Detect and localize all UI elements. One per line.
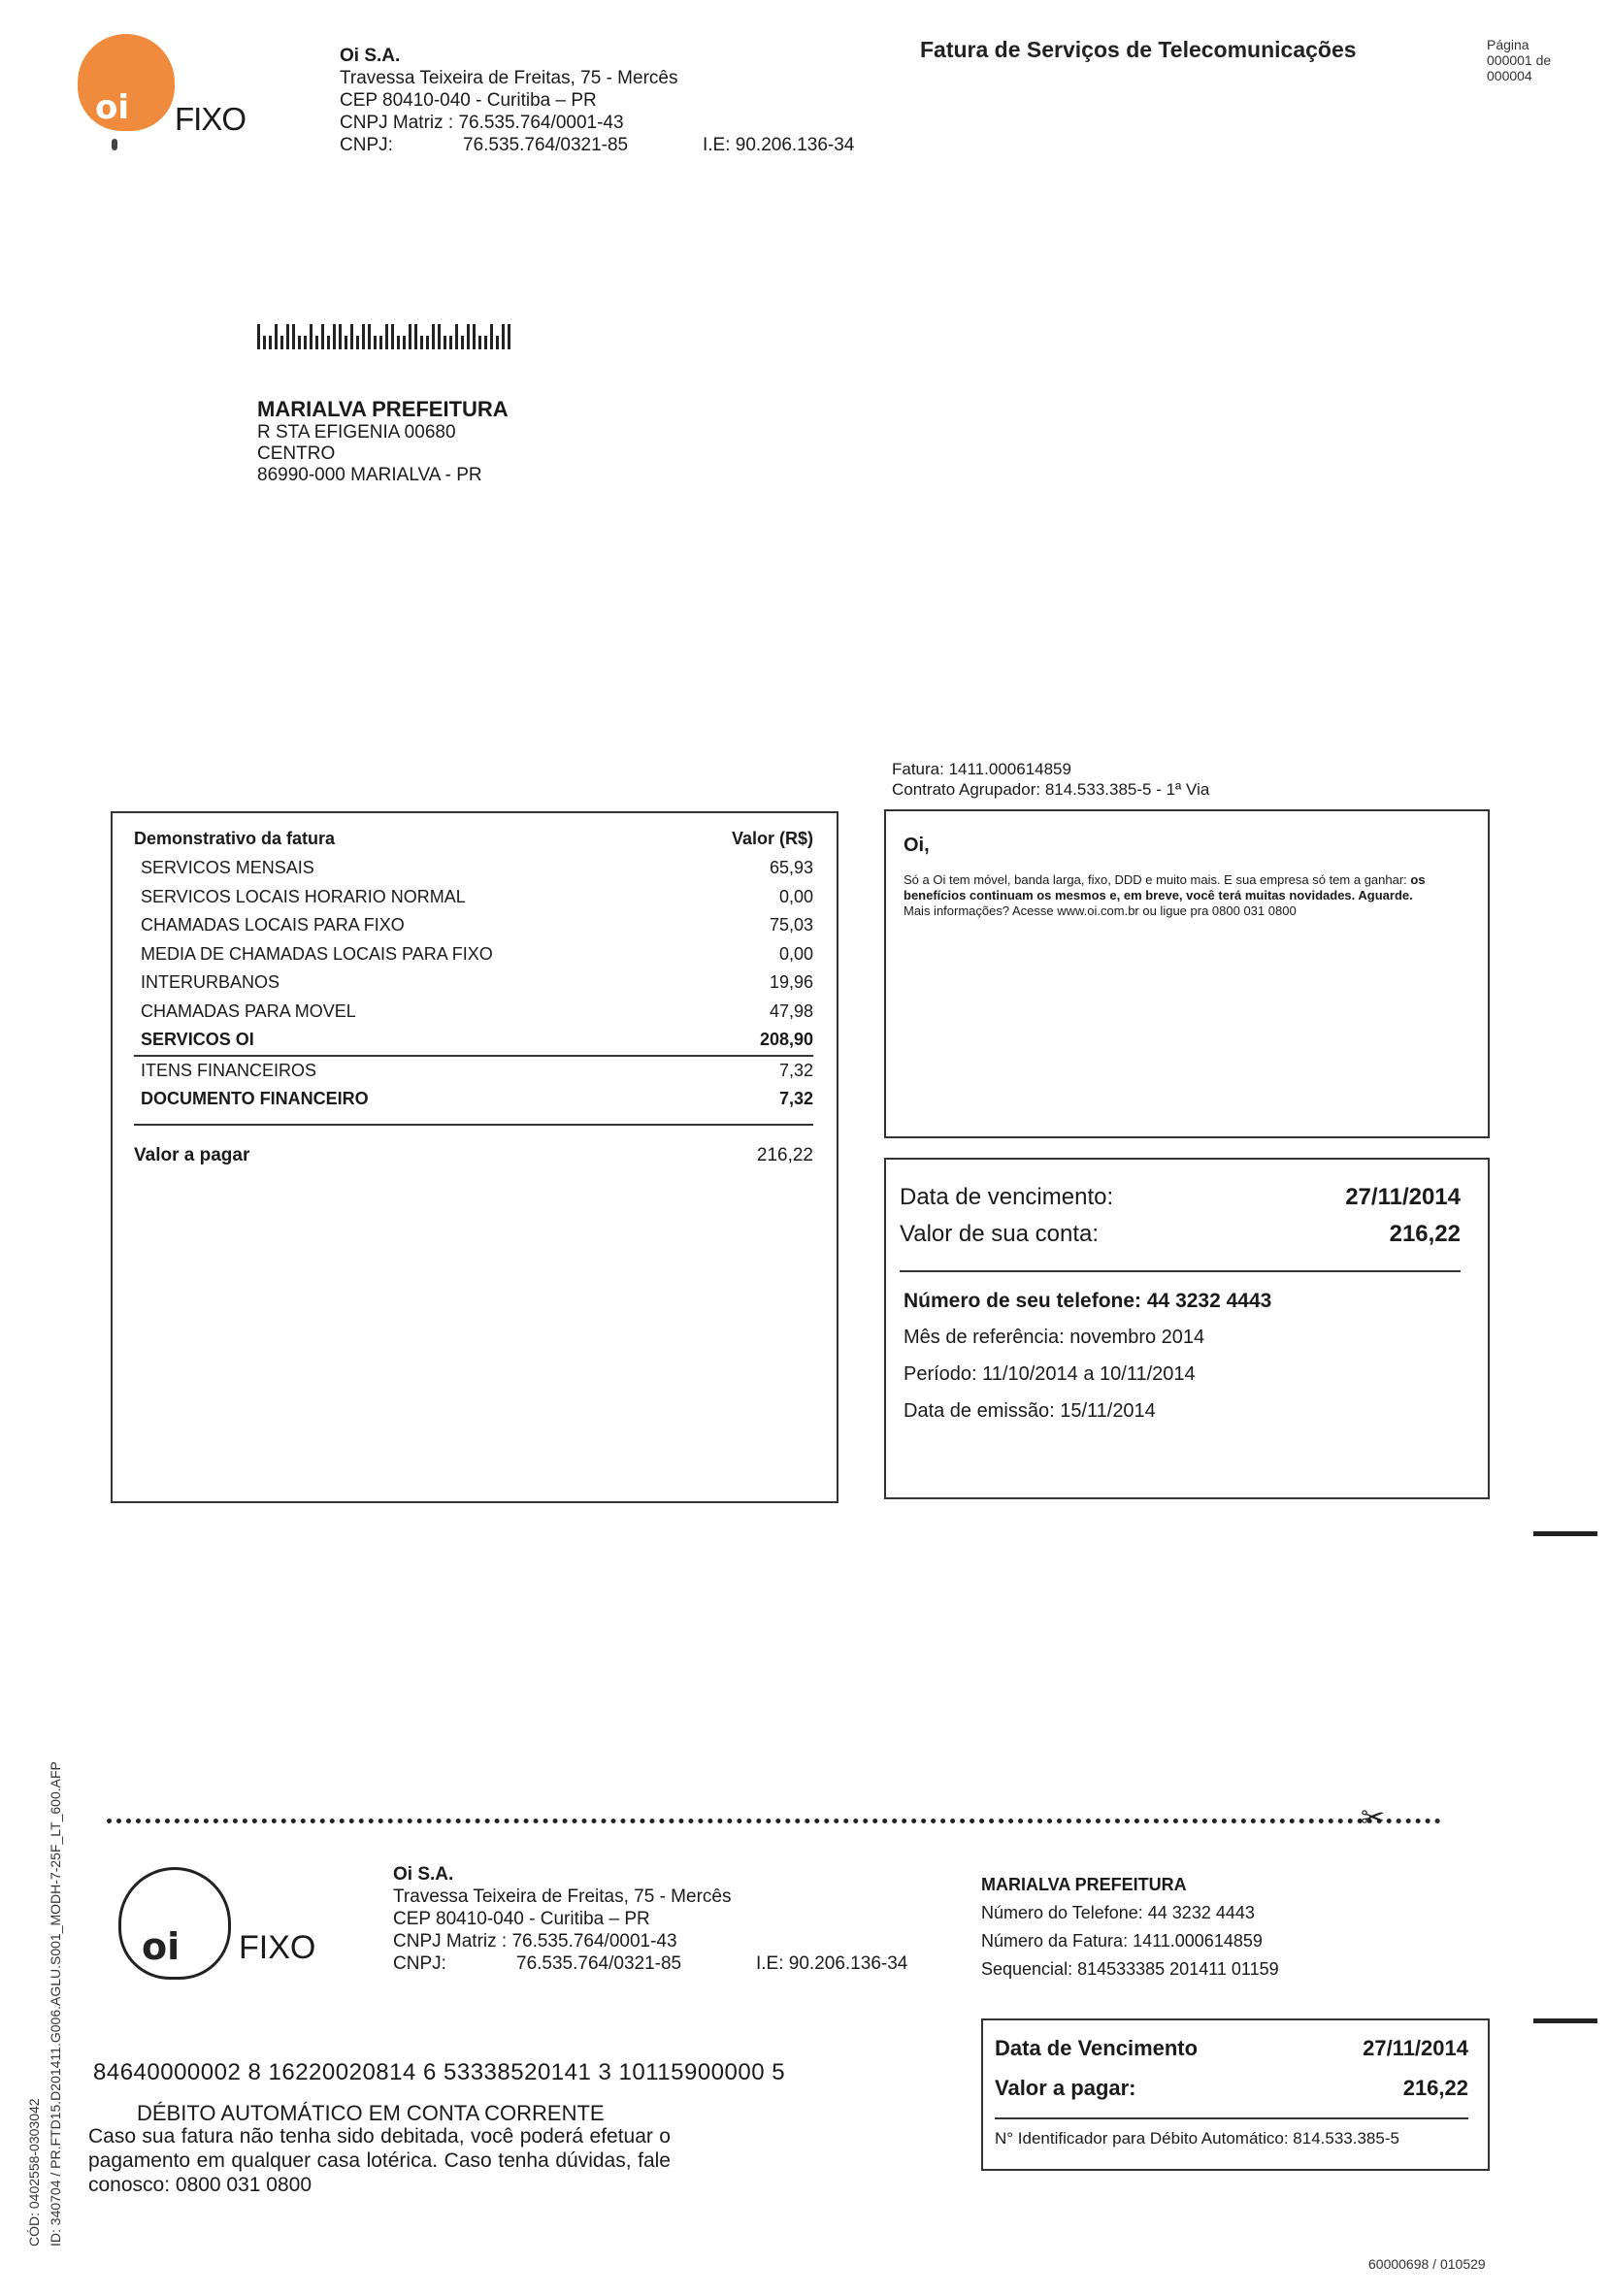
barcode-bar [397, 336, 400, 349]
company-info [340, 45, 883, 156]
statement-row-value: 0,00 [778, 886, 813, 906]
slip-debit-id: N° Identificador para Débito Automático: 814.533.385-5 [995, 2129, 1399, 2148]
slip-pay-box [981, 2018, 1490, 2171]
message-body [904, 872, 1459, 919]
slip-company-cep: CEP 80410-040 - Curitiba – PR [393, 1909, 650, 1929]
barcode-bar [502, 324, 505, 349]
barcode-bar [461, 336, 464, 349]
phone-number: Número de seu telefone: 44 3232 4443 [904, 1290, 1272, 1312]
statement-title: Demonstrativo da fatura [134, 829, 336, 848]
statement-row [134, 998, 813, 1027]
message-line1-bold: os benefícios continuam os mesmos e, em breve, você terá muitas novidades. Aguarde. [904, 872, 1426, 902]
slip-logo-oi-text: oi [142, 1925, 181, 1968]
due-amount-label: Valor de sua conta: [900, 1221, 1100, 1247]
statement-row-label: SERVICOS LOCAIS HORARIO NORMAL [141, 886, 466, 906]
barcode-bar [414, 324, 417, 349]
barcode-bar [368, 324, 371, 349]
reference-month: Mês de referência: novembro 2014 [904, 1327, 1205, 1348]
issue-date: Data de emissão: 15/11/2014 [904, 1400, 1156, 1422]
slip-recipient [981, 1871, 1279, 1984]
statement-row [134, 854, 813, 883]
billing-period: Período: 11/10/2014 a 10/11/2014 [904, 1363, 1196, 1385]
barcode-bar [374, 336, 377, 349]
page-current: 000001 de [1487, 52, 1552, 68]
statement-row-value: 75,03 [769, 915, 813, 935]
barcode-bar [438, 324, 441, 349]
company-address: Travessa Teixeira de Freitas, 75 - Mercês [340, 68, 678, 88]
side-text-id: ID: 340704 / PR.FTD15.D201411.G006.AGLU.S001_MODH-7-25F_LT_600.AFP [48, 1761, 63, 2247]
due-date-row [900, 1179, 1461, 1216]
logo-fixo-text: FIXO [175, 101, 247, 137]
statement-row-label: CHAMADAS LOCAIS PARA FIXO [141, 915, 405, 935]
fatura-number: Fatura: 1411.000614859 [892, 760, 1071, 778]
barcode-bar [432, 324, 435, 349]
statement-row [134, 1026, 813, 1057]
recipient-address [257, 397, 509, 486]
slip-due-value: 27/11/2014 [1363, 2036, 1468, 2060]
slip-sequencial: Sequencial: 814533385 201411 01159 [981, 1959, 1279, 1979]
cnpj-label: CNPJ: [340, 135, 393, 155]
due-box [884, 1158, 1490, 1499]
barcode-bar [298, 336, 301, 349]
barcode-bar [333, 324, 336, 349]
footer-code: 60000698 / 010529 [1368, 2256, 1486, 2272]
barcode-bar [496, 336, 499, 349]
statement-box [111, 811, 838, 1503]
due-date-label: Data de vencimento: [900, 1184, 1114, 1210]
due-divider [900, 1270, 1461, 1272]
company-cnpj-matriz: CNPJ Matriz : 76.535.764/0001-43 [340, 113, 624, 133]
statement-row-label: DOCUMENTO FINANCEIRO [141, 1089, 369, 1109]
slip-due-row [995, 2028, 1468, 2068]
barcode-bar [292, 324, 295, 349]
statement-row-label: SERVICOS OI [141, 1030, 254, 1050]
slip-cnpj-value: 76.535.764/0321-85 [516, 1953, 682, 1974]
company-name: Oi S.A. [340, 46, 401, 66]
statement-row-label: MEDIA DE CHAMADAS LOCAIS PARA FIXO [141, 943, 493, 964]
page-total: 000004 [1487, 68, 1532, 83]
statement-row-value: 65,93 [769, 858, 813, 878]
barcode-bar [321, 324, 324, 349]
slip-recipient-name: MARIALVA PREFEITURA [981, 1875, 1187, 1894]
barcode-bar [310, 324, 312, 349]
barcode-bar [263, 336, 266, 349]
barcode-bar [473, 324, 476, 349]
logo-oi-text: oi [95, 88, 130, 127]
slip-company-name: Oi S.A. [393, 1864, 454, 1885]
recipient-city: 86990-000 MARIALVA - PR [257, 465, 482, 485]
due-date-value: 27/11/2014 [1345, 1184, 1461, 1210]
barcode-bar [362, 324, 365, 349]
barcode-bar [455, 324, 458, 349]
barcode-bar [484, 336, 487, 349]
barcode-bar [420, 336, 423, 349]
slip-due-label: Data de Vencimento [995, 2036, 1199, 2060]
barcode-bar [403, 336, 406, 349]
slip-company-info [393, 1863, 937, 1975]
cnpj-value: 76.535.764/0321-85 [463, 135, 629, 155]
barcode-bar [304, 336, 307, 349]
statement-row-value: 47,98 [769, 1000, 813, 1021]
slip-amount-row [995, 2068, 1468, 2108]
barcode-bar [275, 324, 278, 349]
statement-row-label: SERVICOS MENSAIS [141, 858, 314, 878]
barcode-bar [385, 324, 388, 349]
barcode-bar [490, 324, 493, 349]
recipient-district: CENTRO [257, 443, 336, 464]
statement-row-label: INTERURBANOS [141, 972, 280, 993]
barcode-bar [286, 324, 289, 349]
barcode-bar [379, 336, 382, 349]
statement-row-value: 208,90 [759, 1030, 813, 1050]
statement-row [134, 1085, 813, 1114]
barcode-bar [339, 324, 342, 349]
due-details [900, 1284, 1461, 1429]
slip-pay-divider [995, 2117, 1468, 2119]
barcode-bar [508, 324, 510, 349]
barcode-bar [391, 324, 394, 349]
barcode-bar [426, 336, 429, 349]
recipient-name: MARIALVA PREFEITURA [257, 397, 509, 421]
statement-row [134, 1057, 813, 1086]
barcode-bar [444, 336, 446, 349]
side-text [23, 1761, 66, 2247]
statement-header [134, 829, 813, 849]
slip-ie-value: I.E: 90.206.136-34 [756, 1953, 908, 1974]
statement-total-row [134, 1145, 813, 1166]
barcode-bar [257, 324, 260, 349]
statement-row-value: 0,00 [778, 943, 813, 964]
due-amount-row [900, 1216, 1461, 1253]
edge-mark-top [1533, 1531, 1597, 1536]
recipient-street: R STA EFIGENIA 00680 [257, 422, 456, 443]
slip-barcode-number: 84640000002 8 16220020814 6 53338520141 3 10115900000 5 [93, 2059, 786, 2085]
statement-row-label: CHAMADAS PARA MOVEL [141, 1000, 356, 1021]
barcode-bar [478, 336, 481, 349]
barcode-bar [409, 324, 411, 349]
slip-logo-fixo-text: FIXO [239, 1929, 316, 1966]
barcode-bar [449, 336, 452, 349]
barcode-bar [327, 336, 330, 349]
barcode-bar [345, 336, 347, 349]
invoice-reference [892, 759, 1209, 800]
statement-row-label: ITENS FINANCEIROS [141, 1060, 317, 1080]
ie-value: I.E: 90.206.136-34 [703, 135, 855, 155]
slip-company-cnpj-matriz: CNPJ Matriz : 76.535.764/0001-43 [393, 1931, 677, 1952]
barcode-bar [315, 336, 318, 349]
statement-total-value: 216,22 [756, 1144, 813, 1165]
slip-oi-logo [115, 1867, 231, 1982]
contrato-number: Contrato Agrupador: 814.533.385-5 - 1ª Via [892, 780, 1210, 799]
tear-line [107, 1819, 1441, 1823]
oi-logo [73, 34, 180, 155]
statement-row [134, 911, 813, 940]
logo-drop-icon [112, 139, 117, 150]
barcode-bar [280, 336, 283, 349]
message-line2: Mais informações? Acesse www.oi.com.br ou ligue pra 0800 031 0800 [904, 903, 1297, 918]
message-line1-normal: Só a Oi tem móvel, banda larga, fixo, DDD e muito mais. E sua empresa só tem a ganhar: [904, 872, 1407, 887]
message-greeting: Oi, [904, 835, 930, 856]
slip-cnpj-label: CNPJ: [393, 1953, 446, 1974]
slip-invoice-number: Número da Fatura: 1411.000614859 [981, 1931, 1263, 1951]
slip-cnpj-row [393, 1952, 937, 1975]
statement-rows [134, 854, 813, 1114]
message-box [884, 809, 1490, 1138]
slip-debit-title: DÉBITO AUTOMÁTICO EM CONTA CORRENTE [137, 2101, 605, 2125]
slip-debit-text: Caso sua fatura não tenha sido debitada, você poderá efetuar o pagamento em qualquer casa lotérica. Caso tenha dúvidas, fale conosco: 0800 031 0800 [88, 2125, 671, 2196]
barcode-bar [350, 324, 353, 349]
barcode-bar [269, 336, 272, 349]
slip-company-address: Travessa Teixeira de Freitas, 75 - Mercês [393, 1886, 732, 1907]
page-info [1487, 37, 1551, 83]
edge-mark-bottom [1533, 2018, 1597, 2023]
statement-value-header: Valor (R$) [731, 829, 813, 848]
slip-amount-label: Valor a pagar: [995, 2076, 1136, 2100]
statement-row [134, 883, 813, 912]
statement-row [134, 968, 813, 998]
company-cnpj-row [340, 134, 883, 156]
due-amount-value: 216,22 [1389, 1221, 1461, 1247]
company-cep: CEP 80410-040 - Curitiba – PR [340, 90, 597, 111]
invoice-title: Fatura de Serviços de Telecomunicações [920, 37, 1357, 62]
slip-phone-number: Número do Telefone: 44 3232 4443 [981, 1903, 1255, 1922]
statement-row [134, 940, 813, 969]
statement-row-value: 19,96 [769, 972, 813, 993]
slip-amount-value: 216,22 [1402, 2076, 1468, 2100]
side-text-cod: CÓD: 0402558-0303042 [26, 2098, 42, 2247]
statement-divider [134, 1124, 813, 1126]
scissors-icon: ✂ [1361, 1802, 1386, 1834]
statement-total-label: Valor a pagar [134, 1144, 250, 1165]
statement-row-value: 7,32 [778, 1089, 813, 1109]
barcode-bar [356, 336, 359, 349]
barcode-bar [467, 324, 470, 349]
page-label: Página [1487, 37, 1529, 52]
postal-barcode [257, 324, 513, 349]
statement-row-value: 7,32 [778, 1060, 813, 1080]
